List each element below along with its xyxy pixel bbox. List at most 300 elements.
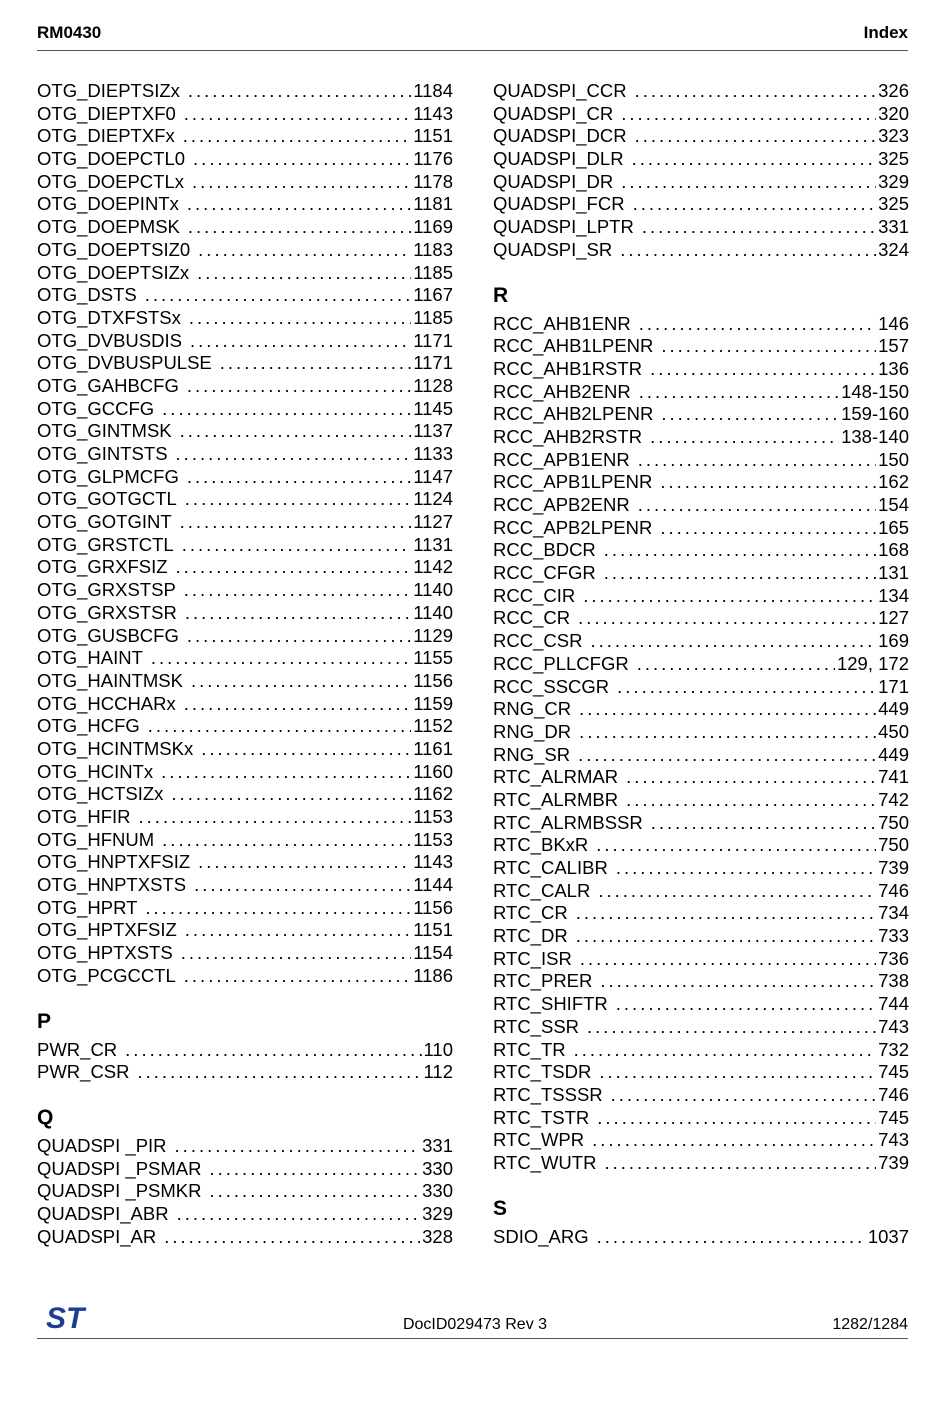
index-entry[interactable] bbox=[37, 466, 453, 489]
entry-page-ref[interactable]: 1183 bbox=[413, 238, 453, 260]
index-entry[interactable] bbox=[37, 216, 453, 239]
index-entry[interactable] bbox=[493, 426, 909, 449]
entry-page-ref[interactable]: 1143 bbox=[413, 851, 453, 873]
dot-leader bbox=[220, 352, 411, 375]
entry-page-ref[interactable]: 157 bbox=[878, 335, 909, 357]
index-entry[interactable] bbox=[37, 443, 453, 466]
entry-name: RCC_CSR bbox=[493, 630, 583, 652]
dot-leader bbox=[580, 948, 876, 971]
index-entry[interactable] bbox=[37, 829, 453, 852]
index-entry[interactable] bbox=[37, 851, 453, 874]
index-entry[interactable] bbox=[37, 670, 453, 693]
entry-page-ref[interactable]: 154 bbox=[878, 494, 909, 515]
index-entry[interactable] bbox=[37, 897, 453, 920]
entry-page-ref[interactable]: 732 bbox=[878, 1038, 909, 1060]
entry-page-ref[interactable]: 165 bbox=[878, 516, 909, 538]
index-entry[interactable] bbox=[37, 625, 453, 648]
index-entry[interactable] bbox=[493, 1226, 909, 1249]
entry-page-ref[interactable]: 1147 bbox=[413, 465, 453, 487]
entry-name: OTG_DOEPCTL0 bbox=[37, 148, 186, 170]
entry-name: RTC_TR bbox=[493, 1038, 566, 1060]
dot-leader bbox=[587, 1016, 876, 1039]
entry-name: SDIO_ARG bbox=[493, 1225, 589, 1247]
dot-leader bbox=[164, 1226, 420, 1249]
entry-name: OTG_GLPMCFG bbox=[37, 465, 179, 487]
entry-page-ref[interactable]: 1155 bbox=[413, 647, 453, 669]
index-entry[interactable] bbox=[37, 398, 453, 421]
entry-page-ref[interactable]: 738 bbox=[878, 970, 909, 992]
index-entry[interactable] bbox=[37, 647, 453, 670]
entry-page-ref[interactable]: 1154 bbox=[413, 942, 453, 964]
dot-leader bbox=[181, 942, 412, 965]
dot-leader bbox=[661, 403, 839, 426]
entry-name: RTC_TSSSR bbox=[493, 1083, 603, 1105]
entry-page-ref[interactable]: 112 bbox=[423, 1061, 453, 1083]
entry-name: QUADSPI_SR bbox=[493, 238, 613, 260]
dot-leader bbox=[576, 902, 876, 925]
entry-page-ref[interactable]: 742 bbox=[878, 788, 909, 810]
entry-page-ref[interactable]: 323 bbox=[878, 125, 909, 147]
entry-name: OTG_GRSTCTL bbox=[37, 533, 174, 555]
dot-leader bbox=[162, 829, 411, 852]
index-column-right bbox=[493, 80, 909, 1248]
entry-page-ref[interactable]: 1128 bbox=[413, 374, 453, 396]
index-entry[interactable] bbox=[37, 262, 453, 285]
dot-leader bbox=[621, 171, 876, 194]
entry-page-ref[interactable]: 734 bbox=[878, 902, 909, 924]
index-entry[interactable] bbox=[37, 1039, 453, 1062]
entry-page-ref[interactable]: 329 bbox=[878, 170, 909, 192]
index-entry[interactable] bbox=[493, 948, 909, 971]
page-header bbox=[37, 21, 908, 51]
entry-name: RNG_SR bbox=[493, 743, 571, 765]
index-entry[interactable] bbox=[493, 585, 909, 608]
index-entry[interactable] bbox=[493, 239, 909, 262]
entry-name: RCC_AHB1ENR bbox=[493, 312, 631, 334]
entry-page-ref[interactable]: 1185 bbox=[413, 261, 453, 283]
page-number: 1282/1284 bbox=[832, 1316, 908, 1333]
index-entry[interactable] bbox=[37, 1226, 453, 1249]
entry-page-ref[interactable]: 1140 bbox=[413, 579, 453, 601]
entry-name: RTC_TSTR bbox=[493, 1106, 590, 1128]
entry-page-ref[interactable]: 1152 bbox=[413, 715, 453, 737]
index-entry[interactable] bbox=[37, 488, 453, 511]
index-entry[interactable] bbox=[493, 1016, 909, 1039]
entry-name: RTC_WPR bbox=[493, 1129, 585, 1151]
entry-name: QUADSPI_DR bbox=[493, 170, 614, 192]
entry-page-ref[interactable]: 1160 bbox=[413, 760, 453, 782]
entry-page-ref[interactable]: 1037 bbox=[867, 1225, 909, 1247]
dot-leader bbox=[579, 698, 876, 721]
entry-name: OTG_GRXSTSP bbox=[37, 579, 176, 601]
index-entry[interactable] bbox=[37, 307, 453, 330]
entry-page-ref[interactable]: 168 bbox=[878, 539, 909, 561]
entry-page-ref[interactable]: 1151 bbox=[413, 919, 453, 941]
entry-name: OTG_GINTSTS bbox=[37, 443, 168, 464]
index-letter-heading: Q bbox=[37, 1105, 54, 1129]
dot-leader bbox=[177, 1203, 421, 1226]
entry-page-ref[interactable]: 138-140 bbox=[841, 425, 909, 447]
index-entry[interactable] bbox=[37, 193, 453, 216]
entry-page-ref[interactable]: 745 bbox=[878, 1061, 909, 1083]
index-entry[interactable] bbox=[37, 874, 453, 897]
dot-leader bbox=[194, 874, 411, 897]
dot-leader bbox=[617, 676, 876, 699]
index-entry[interactable] bbox=[493, 403, 909, 426]
dot-leader bbox=[187, 375, 411, 398]
entry-name: OTG_GCCFG bbox=[37, 397, 155, 419]
entry-name: OTG_DIEPTXF0 bbox=[37, 102, 176, 124]
index-entry[interactable] bbox=[493, 471, 909, 494]
entry-page-ref[interactable]: 171 bbox=[878, 675, 909, 697]
entry-name: OTG_HNPTXSTS bbox=[37, 874, 187, 896]
dot-leader bbox=[635, 80, 876, 103]
entry-page-ref[interactable]: 1156 bbox=[413, 669, 453, 691]
index-entry[interactable] bbox=[37, 171, 453, 194]
entry-page-ref[interactable]: 330 bbox=[422, 1180, 453, 1202]
entry-page-ref[interactable]: 739 bbox=[878, 1151, 909, 1173]
index-entry[interactable] bbox=[493, 1129, 909, 1152]
dot-leader bbox=[637, 653, 835, 676]
index-entry[interactable] bbox=[493, 216, 909, 239]
index-entry[interactable] bbox=[493, 857, 909, 880]
index-entry[interactable] bbox=[493, 766, 909, 789]
entry-name: PWR_CR bbox=[37, 1038, 118, 1060]
index-entry[interactable] bbox=[37, 80, 453, 103]
entry-name: OTG_HAINT bbox=[37, 647, 143, 669]
dot-leader bbox=[210, 1158, 421, 1181]
dot-leader bbox=[638, 449, 876, 472]
entry-page-ref[interactable]: 1140 bbox=[413, 601, 453, 623]
index-entry[interactable] bbox=[493, 789, 909, 812]
index-entry[interactable] bbox=[37, 693, 453, 716]
entry-name: RTC_PRER bbox=[493, 970, 593, 992]
entry-page-ref[interactable]: 1131 bbox=[413, 533, 453, 555]
index-entry[interactable] bbox=[493, 313, 909, 336]
entry-name: RCC_CFGR bbox=[493, 562, 596, 584]
entry-page-ref[interactable]: 1167 bbox=[413, 284, 453, 306]
index-entry[interactable] bbox=[493, 517, 909, 540]
entry-page-ref[interactable]: 1169 bbox=[413, 216, 453, 238]
entry-page-ref[interactable]: 1176 bbox=[413, 148, 453, 170]
dot-leader bbox=[616, 857, 876, 880]
entry-page-ref[interactable]: 1145 bbox=[413, 397, 453, 419]
entry-page-ref[interactable]: 1178 bbox=[413, 170, 453, 192]
entry-page-ref[interactable]: 326 bbox=[878, 80, 909, 101]
dot-leader bbox=[125, 1039, 421, 1062]
index-entry[interactable] bbox=[493, 103, 909, 126]
index-entry[interactable] bbox=[493, 676, 909, 699]
index-entry[interactable] bbox=[493, 193, 909, 216]
index-entry[interactable] bbox=[37, 1061, 453, 1084]
entry-name: OTG_HCINTx bbox=[37, 760, 154, 782]
dot-leader bbox=[188, 216, 411, 239]
index-entry[interactable] bbox=[493, 721, 909, 744]
index-entry[interactable] bbox=[37, 806, 453, 829]
index-entry[interactable] bbox=[37, 965, 453, 988]
entry-page-ref[interactable]: 449 bbox=[878, 698, 909, 720]
entry-page-ref[interactable]: 1127 bbox=[413, 511, 453, 533]
index-entry[interactable] bbox=[493, 539, 909, 562]
entry-page-ref[interactable]: 743 bbox=[878, 1015, 909, 1037]
entry-name: RTC_TSDR bbox=[493, 1061, 592, 1083]
entry-page-ref[interactable]: 744 bbox=[878, 993, 909, 1015]
index-entry[interactable] bbox=[37, 942, 453, 965]
index-entry[interactable] bbox=[493, 562, 909, 585]
index-entry[interactable] bbox=[37, 103, 453, 126]
index-entry[interactable] bbox=[493, 902, 909, 925]
entry-page-ref[interactable]: 325 bbox=[878, 148, 909, 170]
index-entry[interactable] bbox=[37, 352, 453, 375]
index-entry[interactable] bbox=[493, 494, 909, 517]
entry-name: OTG_GUSBCFG bbox=[37, 624, 179, 646]
index-entry[interactable] bbox=[37, 148, 453, 171]
entry-name: RCC_AHB1LPENR bbox=[493, 335, 654, 357]
index-entry[interactable] bbox=[493, 171, 909, 194]
entry-page-ref[interactable]: 743 bbox=[878, 1129, 909, 1151]
index-entry[interactable] bbox=[493, 1061, 909, 1084]
index-entry[interactable] bbox=[493, 970, 909, 993]
index-entry[interactable] bbox=[37, 715, 453, 738]
entry-page-ref[interactable]: 746 bbox=[878, 1083, 909, 1105]
index-entry[interactable] bbox=[37, 239, 453, 262]
entry-name: QUADSPI_DLR bbox=[493, 148, 624, 170]
index-entry[interactable] bbox=[493, 80, 909, 103]
entry-name: RTC_WUTR bbox=[493, 1151, 597, 1173]
entry-page-ref[interactable]: 1153 bbox=[413, 828, 453, 850]
entry-page-ref[interactable]: 162 bbox=[878, 471, 909, 493]
entry-page-ref[interactable]: 331 bbox=[422, 1134, 453, 1156]
entry-page-ref[interactable]: 331 bbox=[878, 216, 909, 238]
dot-leader bbox=[190, 330, 411, 353]
entry-name: OTG_DSTS bbox=[37, 284, 137, 306]
dot-leader bbox=[598, 880, 876, 903]
entry-page-ref[interactable]: 739 bbox=[878, 857, 909, 878]
index-entry[interactable] bbox=[37, 1158, 453, 1181]
dot-leader bbox=[660, 517, 876, 540]
entry-page-ref[interactable]: 148-150 bbox=[841, 380, 909, 402]
entry-page-ref[interactable]: 1162 bbox=[413, 783, 453, 805]
index-entry[interactable] bbox=[37, 761, 453, 784]
dot-leader bbox=[620, 239, 876, 262]
entry-page-ref[interactable]: 129, 172 bbox=[836, 652, 909, 674]
index-entry[interactable] bbox=[493, 925, 909, 948]
entry-name: RCC_CIR bbox=[493, 584, 576, 606]
index-entry[interactable] bbox=[493, 812, 909, 835]
dot-leader bbox=[138, 1061, 422, 1084]
dot-leader bbox=[201, 738, 411, 761]
index-entry[interactable] bbox=[37, 330, 453, 353]
dot-leader bbox=[579, 721, 876, 744]
entry-name: RNG_DR bbox=[493, 720, 572, 742]
entry-page-ref[interactable]: 325 bbox=[878, 193, 909, 215]
dot-leader bbox=[660, 471, 876, 494]
index-entry[interactable] bbox=[493, 125, 909, 148]
index-entry[interactable] bbox=[37, 602, 453, 625]
index-entry[interactable] bbox=[493, 993, 909, 1016]
dot-leader bbox=[600, 970, 876, 993]
dot-leader bbox=[191, 670, 411, 693]
index-entry[interactable] bbox=[493, 358, 909, 381]
index-entry[interactable] bbox=[493, 630, 909, 653]
entry-page-ref[interactable]: 110 bbox=[423, 1038, 453, 1060]
index-entry[interactable] bbox=[493, 1039, 909, 1062]
entry-name: OTG_HNPTXFSIZ bbox=[37, 851, 191, 873]
entry-name: OTG_GRXFSIZ bbox=[37, 556, 168, 578]
entry-page-ref[interactable]: 1184 bbox=[413, 80, 453, 101]
entry-page-ref[interactable]: 146 bbox=[878, 312, 909, 334]
index-entry[interactable] bbox=[493, 698, 909, 721]
entry-page-ref[interactable]: 1171 bbox=[413, 329, 453, 351]
entry-page-ref[interactable]: 750 bbox=[878, 811, 909, 833]
dot-leader bbox=[182, 534, 411, 557]
entry-page-ref[interactable]: 1124 bbox=[413, 488, 453, 510]
entry-page-ref[interactable]: 1151 bbox=[413, 125, 453, 147]
entry-name: OTG_DTXFSTSx bbox=[37, 306, 181, 328]
entry-page-ref[interactable]: 746 bbox=[878, 879, 909, 901]
entry-name: RCC_PLLCFGR bbox=[493, 652, 629, 674]
entry-name: RCC_AHB1RSTR bbox=[493, 357, 643, 379]
dot-leader bbox=[642, 216, 876, 239]
dot-leader bbox=[183, 125, 411, 148]
entry-page-ref[interactable]: 159-160 bbox=[841, 403, 909, 425]
index-entry[interactable] bbox=[493, 744, 909, 767]
index-entry[interactable] bbox=[493, 148, 909, 171]
dot-leader bbox=[187, 466, 411, 489]
entry-name: RTC_CALIBR bbox=[493, 857, 608, 878]
index-entry[interactable] bbox=[37, 1135, 453, 1158]
dot-leader bbox=[596, 834, 876, 857]
entry-page-ref[interactable]: 736 bbox=[878, 947, 909, 969]
entry-page-ref[interactable]: 1137 bbox=[413, 420, 453, 442]
entry-page-ref[interactable]: 150 bbox=[878, 448, 909, 470]
entry-name: QUADSPI_ABR bbox=[37, 1202, 169, 1224]
entry-page-ref[interactable]: 328 bbox=[422, 1225, 453, 1247]
index-entry[interactable] bbox=[37, 375, 453, 398]
entry-page-ref[interactable]: 131 bbox=[878, 562, 909, 584]
index-entry[interactable] bbox=[493, 1107, 909, 1130]
entry-page-ref[interactable]: 127 bbox=[878, 607, 909, 629]
entry-page-ref[interactable]: 330 bbox=[422, 1157, 453, 1179]
entry-name: RTC_SSR bbox=[493, 1015, 580, 1037]
footer-rule bbox=[37, 1338, 908, 1339]
entry-name: RCC_AHB2ENR bbox=[493, 380, 631, 402]
dot-leader bbox=[185, 919, 411, 942]
entry-page-ref[interactable]: 136 bbox=[878, 357, 909, 379]
index-entry[interactable] bbox=[493, 381, 909, 404]
entry-page-ref[interactable]: 1171 bbox=[413, 352, 453, 374]
index-entry[interactable] bbox=[493, 449, 909, 472]
entry-page-ref[interactable]: 1159 bbox=[413, 692, 453, 714]
entry-page-ref[interactable]: 750 bbox=[878, 834, 909, 856]
dot-leader bbox=[198, 239, 411, 262]
index-entry[interactable] bbox=[493, 1084, 909, 1107]
index-entry[interactable] bbox=[493, 335, 909, 358]
entry-page-ref[interactable]: 169 bbox=[878, 630, 909, 652]
index-entry[interactable] bbox=[37, 534, 453, 557]
dot-leader bbox=[632, 148, 877, 171]
dot-leader bbox=[578, 744, 876, 767]
entry-page-ref[interactable]: 1133 bbox=[413, 443, 453, 464]
entry-page-ref[interactable]: 745 bbox=[878, 1106, 909, 1128]
index-entry[interactable] bbox=[37, 284, 453, 307]
index-entry[interactable] bbox=[493, 834, 909, 857]
entry-name: RCC_CR bbox=[493, 607, 571, 629]
dot-leader bbox=[651, 812, 876, 835]
dot-leader bbox=[189, 307, 411, 330]
entry-page-ref[interactable]: 134 bbox=[878, 584, 909, 606]
index-entry[interactable] bbox=[37, 1203, 453, 1226]
index-entry[interactable] bbox=[493, 653, 909, 676]
index-entry[interactable] bbox=[37, 783, 453, 806]
dot-leader bbox=[145, 897, 411, 920]
entry-page-ref[interactable]: 1156 bbox=[413, 896, 453, 918]
entry-page-ref[interactable]: 733 bbox=[878, 925, 909, 947]
index-entry[interactable] bbox=[37, 511, 453, 534]
dot-leader bbox=[176, 556, 412, 579]
entry-page-ref[interactable]: 1185 bbox=[413, 306, 453, 328]
entry-page-ref[interactable]: 324 bbox=[878, 238, 909, 260]
dot-leader bbox=[626, 766, 876, 789]
dot-leader bbox=[210, 1180, 421, 1203]
entry-name: QUADSPI_FCR bbox=[493, 193, 625, 215]
entry-name: RTC_BKxR bbox=[493, 834, 589, 856]
entry-name: QUADSPI _PSMAR bbox=[37, 1157, 202, 1179]
entry-page-ref[interactable]: 1142 bbox=[413, 556, 453, 578]
document-id: RM0430 bbox=[37, 23, 102, 42]
index-entry[interactable] bbox=[493, 880, 909, 903]
index-entry[interactable] bbox=[493, 607, 909, 630]
index-entry[interactable] bbox=[37, 579, 453, 602]
dot-leader bbox=[604, 1152, 876, 1175]
index-entry[interactable] bbox=[37, 420, 453, 443]
dot-leader bbox=[583, 585, 876, 608]
entry-page-ref[interactable]: 1129 bbox=[413, 624, 453, 646]
footer-doc-reference: DocID029473 Rev 3 bbox=[402, 1316, 548, 1333]
entry-page-ref[interactable]: 1181 bbox=[413, 193, 453, 215]
entry-page-ref[interactable]: 741 bbox=[878, 766, 909, 788]
entry-name: OTG_GAHBCFG bbox=[37, 374, 179, 396]
index-entry[interactable] bbox=[37, 556, 453, 579]
dot-leader bbox=[638, 494, 876, 517]
index-entry[interactable] bbox=[37, 1180, 453, 1203]
entry-page-ref[interactable]: 1186 bbox=[413, 964, 453, 986]
index-entry[interactable] bbox=[37, 919, 453, 942]
entry-name: RTC_ALRMBSSR bbox=[493, 811, 643, 833]
dot-leader bbox=[184, 965, 411, 988]
entry-page-ref[interactable]: 320 bbox=[878, 102, 909, 124]
entry-name: QUADSPI_CR bbox=[493, 102, 614, 124]
entry-name: RTC_DR bbox=[493, 925, 568, 947]
entry-page-ref[interactable]: 1143 bbox=[413, 102, 453, 124]
entry-name: OTG_PCGCCTL bbox=[37, 964, 176, 986]
index-entry[interactable] bbox=[37, 125, 453, 148]
index-entry[interactable] bbox=[37, 738, 453, 761]
entry-page-ref[interactable]: 1161 bbox=[413, 737, 453, 759]
entry-name: QUADSPI_LPTR bbox=[493, 216, 634, 238]
entry-page-ref[interactable]: 1144 bbox=[413, 874, 453, 896]
entry-page-ref[interactable]: 329 bbox=[422, 1202, 453, 1224]
entry-page-ref[interactable]: 450 bbox=[878, 720, 909, 742]
dot-leader bbox=[639, 313, 876, 336]
entry-page-ref[interactable]: 449 bbox=[878, 743, 909, 765]
dot-leader bbox=[626, 789, 876, 812]
dot-leader bbox=[616, 993, 876, 1016]
dot-leader bbox=[621, 103, 876, 126]
index-entry[interactable] bbox=[493, 1152, 909, 1175]
entry-page-ref[interactable]: 1153 bbox=[413, 806, 453, 827]
dot-leader bbox=[162, 398, 411, 421]
